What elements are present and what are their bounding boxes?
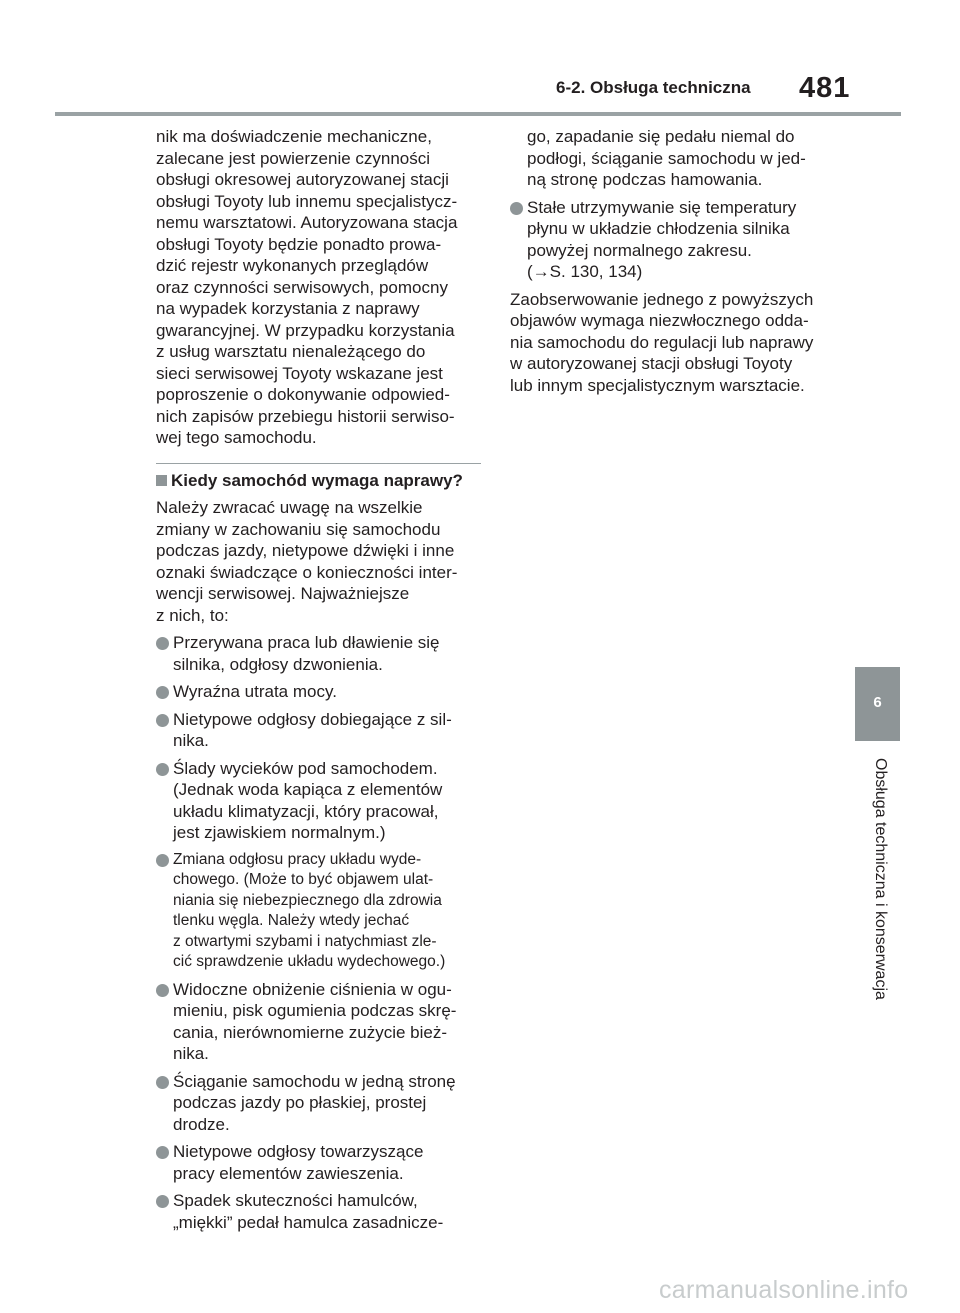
section-intro-line: z nich, to: <box>156 605 229 625</box>
section-divider <box>156 463 481 464</box>
bullet-line: nika. <box>173 1044 209 1063</box>
bullet-line: powyżej normalnego zakresu. <box>527 240 752 260</box>
bullet-dot-icon <box>156 1195 169 1208</box>
continuation-line: podłogi, ściąganie samochodu w jed- <box>527 148 806 168</box>
bullet-dot-icon <box>156 637 169 650</box>
section-heading <box>156 470 481 492</box>
symptom-bullet <box>156 632 481 675</box>
bullet-line: cania, nierównomierne zużycie bież- <box>173 1022 448 1042</box>
intro-line: oraz czynności serwisowych, pomocny <box>156 277 448 297</box>
bullet-line: Stałe utrzymywanie się temperatury <box>527 197 797 217</box>
bullet-dot-icon <box>156 763 169 776</box>
bullet-line: układu klimatyzacji, który pracował, <box>173 801 439 821</box>
bullet-line: Ściąganie samochodu w jedną stronę <box>173 1071 456 1091</box>
bullet-line: z otwartymi szybami i natychmiast zle- <box>173 932 437 950</box>
bullet-line: Nietypowe odgłosy towarzyszące <box>173 1142 424 1161</box>
bullet-line: pracy elementów zawieszenia. <box>173 1163 404 1183</box>
intro-line: nich zapisów przebiegu historii serwiso- <box>156 406 455 426</box>
intro-paragraph <box>156 126 481 449</box>
bullet-line: cić sprawdzenie układu wydechowego.) <box>173 953 446 970</box>
section-intro-line: oznaki świadczące o konieczności inter- <box>156 562 458 582</box>
bullet-line: nika. <box>173 731 209 750</box>
symptom-bullet <box>510 197 835 283</box>
symptom-bullet <box>156 758 481 844</box>
intro-line: nik ma doświadczenie mechaniczne, <box>156 127 432 146</box>
intro-line: sieci serwisowej Toyoty wskazane jest <box>156 363 443 383</box>
bullet-line: Spadek skuteczności hamulców, <box>173 1191 418 1210</box>
closing-line: objawów wymaga niezwłocznego odda- <box>510 311 809 330</box>
bullet-dot-icon <box>156 1076 169 1089</box>
closing-line: lub innym specjalistycznym warsztacie. <box>510 375 805 395</box>
bullet-dot-icon <box>156 714 169 727</box>
continuation-line: go, zapadanie się pedału niemal do <box>527 127 795 146</box>
page-reference-link[interactable]: (→S. 130, 134) <box>527 262 643 281</box>
intro-line: gwarancyjnej. W przypadku korzystania <box>156 320 455 340</box>
left-column <box>156 126 481 1239</box>
bullet-line: płynu w układzie chłodzenia silnika <box>527 219 790 238</box>
intro-line: na wypadek korzystania z naprawy <box>156 299 420 318</box>
section-intro-line: podczas jazdy, nietypowe dźwięki i inne <box>156 541 455 560</box>
bullet-continuation <box>527 126 835 191</box>
right-column <box>510 126 835 396</box>
bullet-line: niania się niebezpiecznego dla zdrowia <box>173 891 442 909</box>
section-intro-line: wencji serwisowej. Najważniejsze <box>156 584 410 603</box>
bullet-line: Widoczne obniżenie ciśnienia w ogu- <box>173 979 452 999</box>
chapter-title: Obsługa techniczna i konserwacja <box>872 758 889 1000</box>
chapter-number: 6 <box>873 694 882 711</box>
symptom-bullet <box>156 979 481 1065</box>
intro-line: poproszenie o dokonywanie odpowied- <box>156 385 450 404</box>
intro-line: obsługi okresowej autoryzowanej stacji <box>156 170 449 189</box>
square-bullet-icon <box>156 475 167 486</box>
continuation-line: ną stronę podczas hamowania. <box>527 170 763 189</box>
symptom-bullet <box>156 709 481 752</box>
bullet-dot-icon <box>510 202 523 215</box>
page-number: 481 <box>799 72 851 104</box>
section-heading-text: Kiedy samochód wymaga naprawy? <box>171 470 463 490</box>
bullet-line: Wyraźna utrata mocy. <box>173 682 337 701</box>
intro-line: z usług warsztatu nienależącego do <box>156 342 426 361</box>
bullet-line: „miękki” pedał hamulca zasadnicze- <box>173 1212 444 1232</box>
header-divider <box>55 112 901 116</box>
bullet-line: Zmiana odgłosu pracy układu wyde- <box>173 850 422 868</box>
closing-paragraph <box>510 289 835 397</box>
intro-line: wej tego samochodu. <box>156 428 317 447</box>
bullet-line: chowego. (Może to być objawem ulat- <box>173 871 434 888</box>
intro-line: nemu warsztatowi. Autoryzowana stacja <box>156 213 458 232</box>
symptom-bullet <box>156 1141 481 1184</box>
intro-line: obsługi Toyoty będzie ponadto prowa- <box>156 234 442 254</box>
intro-line: obsługi Toyoty lub innemu specjalistycz- <box>156 191 458 211</box>
section-intro-line: Należy zwracać uwagę na wszelkie <box>156 498 423 517</box>
symptom-bullet <box>156 1190 481 1233</box>
closing-line: w autoryzowanej stacji obsługi Toyoty <box>510 354 793 373</box>
bullet-dot-icon <box>156 854 169 867</box>
watermark: carmanualsonline.info <box>659 1276 909 1304</box>
bullet-dot-icon <box>156 686 169 699</box>
symptom-bullet <box>156 1071 481 1136</box>
section-intro <box>156 497 481 626</box>
symptom-bullet <box>156 850 481 973</box>
bullet-line: podczas jazdy po płaskiej, prostej <box>173 1093 427 1112</box>
section-title: 6-2. Obsługa techniczna <box>556 78 751 97</box>
bullet-dot-icon <box>156 984 169 997</box>
intro-line: zalecane jest powierzenie czynności <box>156 148 431 168</box>
bullet-line: (Jednak woda kapiąca z elementów <box>173 780 443 799</box>
section-intro-line: zmiany w zachowaniu się samochodu <box>156 519 441 539</box>
bullet-line: silnika, odgłosy dzwonienia. <box>173 654 383 674</box>
symptom-bullet <box>156 681 481 703</box>
intro-line: dzić rejestr wykonanych przeglądów <box>156 256 429 275</box>
bullet-line: mieniu, pisk ogumienia podczas skrę- <box>173 1001 457 1020</box>
bullet-line: Nietypowe odgłosy dobiegające z sil- <box>173 709 452 729</box>
bullet-line: tlenku węgla. Należy wtedy jechać <box>173 912 410 929</box>
closing-line: nia samochodu do regulacji lub naprawy <box>510 332 814 352</box>
bullet-dot-icon <box>156 1146 169 1159</box>
bullet-line: Przerywana praca lub dławienie się <box>173 633 440 652</box>
closing-line: Zaobserwowanie jednego z powyższych <box>510 289 814 309</box>
bullet-line: drodze. <box>173 1114 230 1134</box>
bullet-line: Ślady wycieków pod samochodem. <box>173 758 438 778</box>
bullet-line: jest zjawiskiem normalnym.) <box>173 823 386 842</box>
